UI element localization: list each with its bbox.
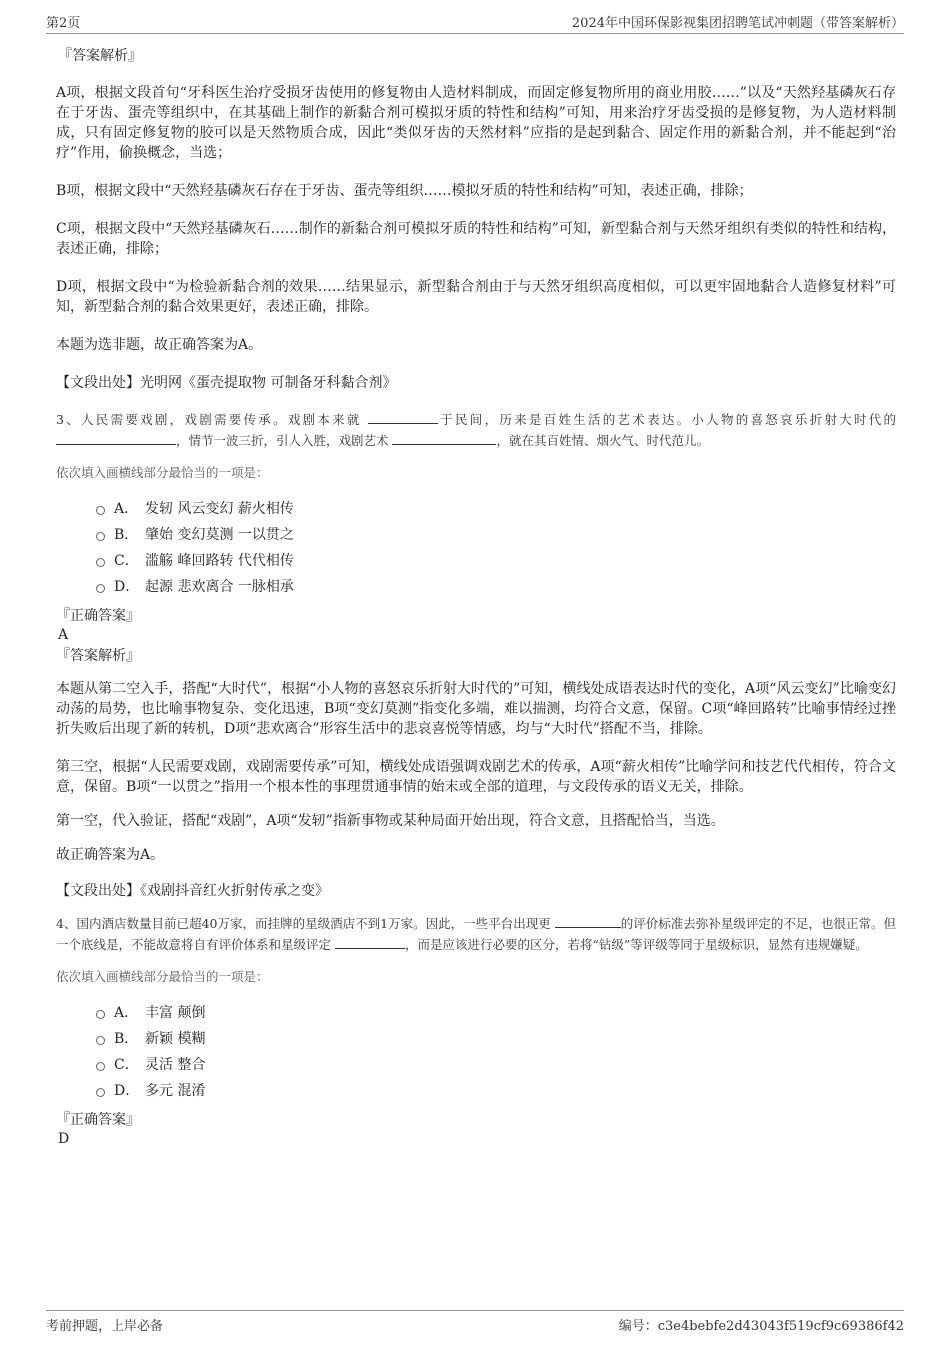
q4-option-a[interactable] (96, 1000, 896, 1026)
option-text: 起源 悲欢离合 一脉相承 (145, 579, 294, 595)
radio-icon[interactable] (96, 558, 105, 567)
option-letter: A． (114, 1005, 139, 1021)
q3-conclusion: 故正确答案为A。 (56, 847, 165, 863)
q4-stem-part3: ，而是应该进行必要的区分，若将“钻级”等评级等同于星级标识，显然有违规嫌疑。 (404, 937, 868, 952)
page-number: 第2页 (46, 16, 81, 31)
q2-analysis-para-d: D项，根据文段中“为检验新黏合剂的效果……结果显示，新型黏合剂由于与天然牙组织高度相似，可以更牢固地黏合人造修复材料”可知，新型黏合剂的黏合效果更好，表述正确，排除。 (56, 279, 896, 315)
document-title: 2024年中国环保影视集团招聘笔试冲刺题（带答案解析） (571, 16, 904, 31)
q4-option-b[interactable] (96, 1026, 896, 1052)
q3-option-c[interactable] (96, 548, 896, 574)
option-text: 滥觞 峰回路转 代代相传 (145, 553, 294, 569)
q3-stem-part1: 3、人民需要戏剧，戏剧需要传承。戏剧本来就 (56, 412, 368, 427)
option-letter: D． (114, 1083, 140, 1099)
q3-answer: A (58, 627, 69, 643)
option-letter: B． (114, 1031, 139, 1047)
page-footer (46, 1310, 904, 1334)
option-text: 肇始 变幻莫测 一以贯之 (145, 527, 294, 543)
q3-prompt: 依次填入画横线部分最恰当的一项是： (56, 465, 269, 480)
q2-analysis-para-b: B项，根据文段中“天然羟基磷灰石存在于牙齿、蛋壳等组织……模拟牙质的特性和结构”可知，表述正确，排除； (56, 183, 753, 199)
radio-icon[interactable] (96, 1010, 105, 1019)
radio-icon[interactable] (96, 1062, 105, 1071)
q3-stem-part2: 于民间，历来是百姓生活的艺术表达。小人物的喜怒哀乐折射大时代的 (437, 412, 896, 427)
q4-stem-part1: 4、国内酒店数量目前已超40万家，而挂牌的星级酒店不到1万家。因此，一些平台出现更 (56, 916, 555, 931)
footer-slogan: 考前押题，上岸必备 (46, 1319, 164, 1334)
q3-blank-3 (392, 431, 496, 445)
radio-icon[interactable] (96, 1088, 105, 1097)
q4-blank-1 (555, 914, 621, 928)
q2-source: 【文段出处】光明网《蛋壳提取物 可制备牙科黏合剂》 (56, 375, 397, 391)
option-letter: C． (114, 553, 139, 569)
q3-option-a[interactable] (96, 496, 896, 522)
q3-source: 【文段出处】《戏剧抖音红火折射传承之变》 (56, 883, 329, 899)
q3-stem-part4: ，就在其百姓情、烟火气、时代范儿。 (496, 433, 709, 448)
q3-option-b[interactable] (96, 522, 896, 548)
option-letter: B． (114, 527, 139, 543)
q3-stem (56, 409, 896, 451)
q4-stem-part2: 的评价标准去弥补星级评定的不足，也很正常。但一个底线是，不能故意将自有评价体系和星级评定 (56, 916, 896, 952)
option-letter: D． (114, 579, 140, 595)
q3-blank-2 (56, 431, 176, 445)
option-text: 丰富 颠倒 (145, 1005, 206, 1021)
q2-analysis-para-a: A项，根据文段首句“牙科医生治疗受损牙齿使用的修复物由人造材料制成，而固定修复物所用的商业用胶……”以及“天然羟基磷灰石存在于牙齿、蛋壳等组织中，在其基础上制作的新黏合剂可模拟牙质的特性和结构”可知，用来治疗牙齿受损的是修复物，为人造材料制成，只有固定修复物的胶可以是天然物质合成，因此“类似牙齿的天然材料”应指的是起到黏合、固定作用的新黏合剂，并不能起到“治疗”作用，偷换概念，当选； (56, 85, 896, 161)
radio-icon[interactable] (96, 584, 105, 593)
q2-analysis-para-c: C项，根据文段中“天然羟基磷灰石……制作的新黏合剂可模拟牙质的特性和结构”可知，新型黏合剂与天然牙组织有类似的特性和结构，表述正确，排除； (56, 221, 896, 257)
page-header (46, 10, 904, 34)
q3-stem-part3: ，情节一波三折，引人入胜，戏剧艺术 (176, 433, 393, 448)
q2-conclusion: 本题为选非题，故正确答案为A。 (56, 337, 263, 353)
radio-icon[interactable] (96, 532, 105, 541)
q4-options (96, 1000, 896, 1104)
option-letter: C． (114, 1057, 139, 1073)
option-text: 灵活 整合 (145, 1057, 206, 1073)
q4-option-c[interactable] (96, 1052, 896, 1078)
q4-stem (56, 913, 896, 955)
q3-blank-1 (368, 410, 438, 424)
q3-analysis-para-2: 第三空，根据“人民需要戏剧，戏剧需要传承”可知，横线处成语强调戏剧艺术的传承，A项“薪火相传”比喻学问和技艺代代相传，符合文意，保留。B项“一以贯之”指用一个根本性的事理贯通事情的始末或全部的道理，与文段传承的语义无关，排除。 (56, 759, 896, 795)
option-text: 多元 混淆 (145, 1083, 206, 1099)
q3-analysis-para-3: 第一空，代入验证，搭配“戏剧”，A项“发轫”指新事物或某种局面开始出现，符合文意，且搭配恰当，当选。 (56, 813, 725, 829)
q4-prompt: 依次填入画横线部分最恰当的一项是： (56, 969, 269, 984)
q3-analysis-label: 『答案解析』 (56, 648, 140, 664)
q4-blank-2 (335, 935, 405, 949)
document-code: 编号：c3e4bebfe2d43043f519cf9c69386f42 (618, 1319, 904, 1334)
radio-icon[interactable] (96, 1036, 105, 1045)
q4-correct-label: 『正确答案』 (56, 1112, 140, 1128)
option-letter: A． (114, 501, 139, 517)
q4-answer: D (58, 1131, 70, 1147)
q2-analysis-label: 『答案解析』 (58, 48, 142, 64)
radio-icon[interactable] (96, 506, 105, 515)
q3-option-d[interactable] (96, 574, 896, 600)
option-text: 发轫 风云变幻 薪火相传 (145, 501, 294, 517)
option-text: 新颖 模糊 (145, 1031, 206, 1047)
q4-option-d[interactable] (96, 1078, 896, 1104)
q3-analysis-para-1: 本题从第二空入手，搭配“大时代”，根据“小人物的喜怒哀乐折射大时代的”可知，横线处成语表达时代的变化，A项“风云变幻”比喻变幻动荡的局势，也比喻事物复杂、变化迅速，B项“变幻莫测”指变化多端，难以揣测，均符合文意，保留。C项“峰回路转”比喻事情经过挫折失败后出现了新的转机，D项“悲欢离合”形容生活中的悲哀喜悦等情感，均与“大时代”搭配不当，排除。 (56, 681, 896, 737)
page-content (56, 46, 896, 1148)
q3-options (96, 496, 896, 600)
q3-correct-label: 『正确答案』 (56, 608, 140, 624)
